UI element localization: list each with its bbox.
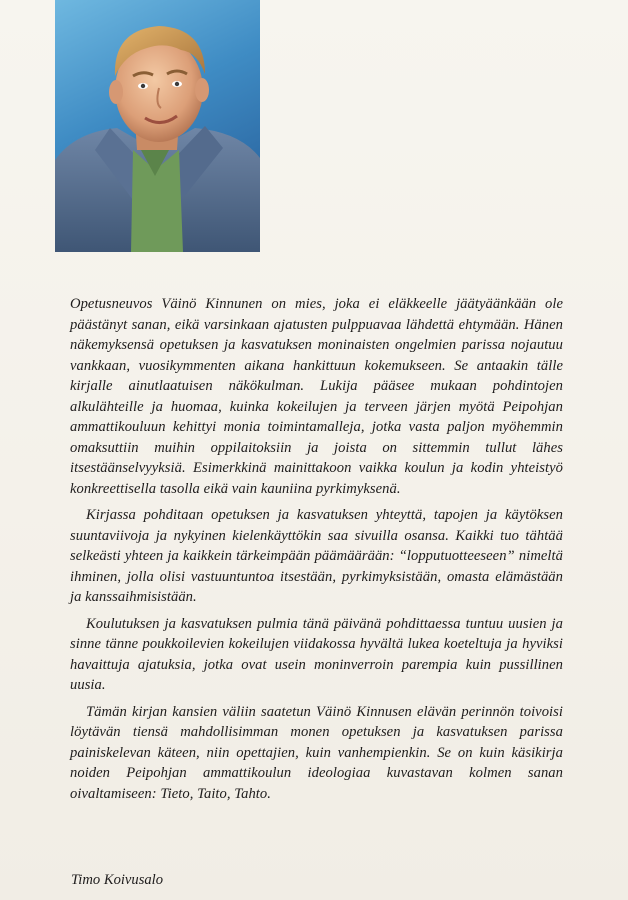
signature: Timo Koivusalo xyxy=(71,872,164,888)
paragraph-2: Kirjassa pohditaan opetuksen ja kasvatuksen yhteyttä, tapojen ja käytöksen suuntaviivoja ja nykyinen kielenkäyttökin saa sivuilla osansa. Kaikki tuo tähtää selkeästi yhteen ja kaikkein tärkeimpään päämäärään: “lopputuotteeseen” nimeltä ihminen, jolla olisi vastuuntuntoa itsestään, pyrkimyksistään, omasta elämästään ja kanssaihmisistään. xyxy=(70,507,563,605)
paragraph-3: Koulutuksen ja kasvatuksen pulmia tänä päivänä pohdittaessa tuntuu uusien ja sinne tänne poukkoilevien kokeilujen viidakossa hyvältä lukea koeteltuja ja hyviksi havaittuja ajatuksia, jotka ovat usein moninverroin parempia kuin pussillinen uusia. xyxy=(70,615,563,693)
paragraph-4: Tämän kirjan kansien väliin saatetun Väinö Kinnusen elävän perinnön toivoisi löytävän tiensä mahdollisimman monen opetuksen ja kasvatuksen parissa painiskelevan käteen, niin opettajien, kuin vanhempienkin. Se on kuin käsikirja noiden Peipohjan ammattikoulun ideologiaa kuvastavan kolmen sanan oivaltamiseen: Tieto, Taito, Tahto. xyxy=(70,703,563,802)
portrait-icon xyxy=(55,0,260,252)
body-text xyxy=(70,294,563,810)
paragraph-1: Opetusneuvos Väinö Kinnunen on mies, joka ei eläkkeelle jäätyäänkään ole päästänyt sanan, eikä varsinkaan ajatusten pulppuavaa lähdettä ehtymään. Hänen näkemyksensä opetuksen ja kasvatuksen moninaisten ongelmien parissa nojautuu vankkaan, vuosikymmenten aikana hankittuun kokemukseen. Se antaakin tälle kirjalle ainutlaatuisen näkökulman. Lukija pääsee mukaan pohdintojen alkulähteille ja huomaa, kuinka kokeilujen ja terveen järjen myötä Peipohjan ammattikouluun kehittyi monia toimintamalleja, jotka vasta paljon myöhemmin omaksuttiin muihin oppilaitoksiin ja joista on sittemmin tullut lähes itsestäänselvyyksiä. Esimerkkinä mainittakoon vaikka koulun ja kodin yhteistyö konkreettisella tasolla eikä vain kauniina pyrkimyksenä. xyxy=(70,296,563,497)
portrait-photo xyxy=(55,0,260,252)
